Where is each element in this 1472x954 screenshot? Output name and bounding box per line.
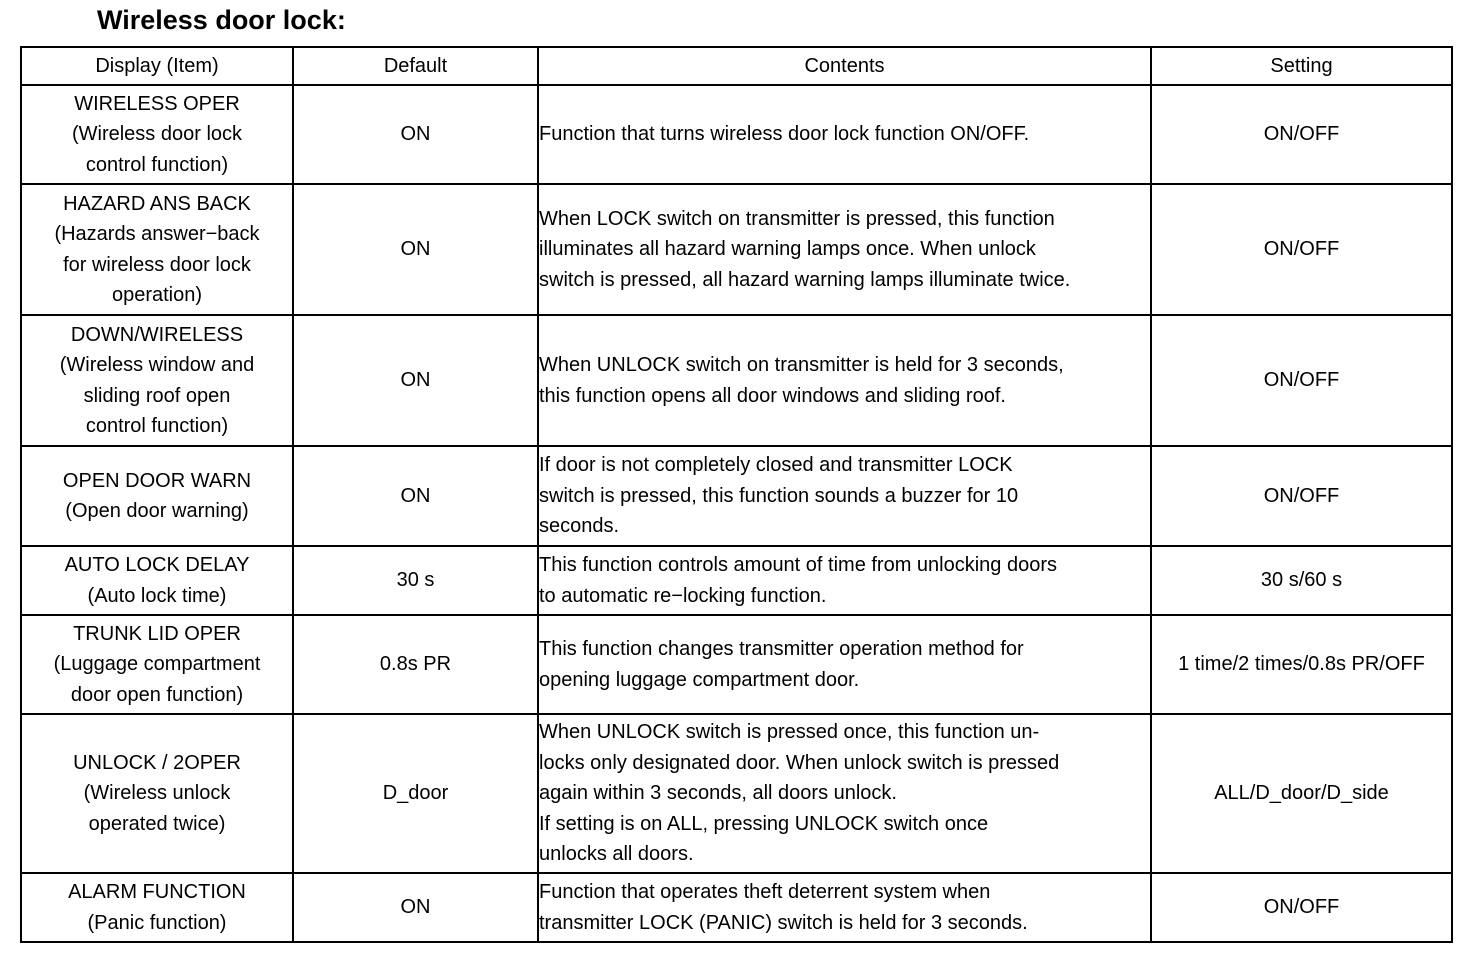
display-line: control function) — [85, 415, 229, 437]
contents-line: seconds. — [539, 515, 620, 538]
display-line: (Luggage compartment — [53, 653, 261, 676]
contents-cell — [538, 315, 1151, 446]
table-row — [21, 615, 1452, 714]
display-line: sliding roof open — [83, 384, 231, 407]
contents-line: this function opens all door windows and sliding roof. — [539, 384, 1006, 407]
display-cell — [21, 546, 293, 615]
default-cell: 30 s — [293, 546, 538, 615]
display-line: door open function) — [70, 683, 244, 706]
table-row — [21, 714, 1452, 873]
setting-cell: ON/OFF — [1151, 446, 1452, 546]
setting-cell: ON/OFF — [1151, 85, 1452, 184]
contents-cell — [538, 85, 1151, 184]
display-cell — [21, 714, 293, 873]
contents-cell — [538, 546, 1151, 615]
header-row — [21, 47, 1452, 85]
contents-line: locks only designated door. When unlock switch is pressed — [539, 751, 1060, 774]
contents-line: switch is pressed, this function sounds a buzzer for 10 — [539, 484, 1019, 507]
default-cell: ON — [293, 315, 538, 446]
header-setting: Setting — [1151, 47, 1452, 85]
setting-cell: 30 s/60 s — [1151, 546, 1452, 615]
default-cell: ON — [293, 85, 538, 184]
setting-cell: ON/OFF — [1151, 873, 1452, 942]
display-line: (Wireless window and — [59, 354, 255, 376]
display-line: OPEN DOOR WARN — [62, 469, 252, 492]
contents-cell — [538, 615, 1151, 714]
contents-line: illuminates all hazard warning lamps once. When unlock — [539, 238, 1036, 261]
contents-line: When UNLOCK switch on transmitter is held for 3 seconds, — [539, 354, 1064, 376]
default-cell: ON — [293, 873, 538, 942]
default-cell: ON — [293, 184, 538, 315]
contents-line: If door is not completely closed and transmitter LOCK — [539, 454, 1013, 477]
display-line: HAZARD ANS BACK — [63, 192, 251, 215]
settings-table — [20, 46, 1453, 943]
display-line: operated twice) — [88, 812, 226, 835]
display-line: (Wireless unlock — [83, 782, 231, 805]
display-cell — [21, 85, 293, 184]
contents-line: transmitter LOCK (PANIC) switch is held for 3 seconds. — [539, 911, 1028, 934]
contents-line: switch is pressed, all hazard warning lamps illuminate twice. — [539, 268, 1071, 291]
display-line: control function) — [85, 153, 229, 176]
display-cell — [21, 446, 293, 546]
display-line: ALARM FUNCTION — [68, 881, 246, 903]
contents-line: When LOCK switch on transmitter is pressed, this function — [539, 207, 1055, 230]
table-row — [21, 85, 1452, 184]
contents-line: This function controls amount of time from unlocking doors — [539, 554, 1058, 576]
setting-cell: 1 time/2 times/0.8s PR/OFF — [1151, 615, 1452, 714]
table-row — [21, 546, 1452, 615]
contents-line: to automatic re−locking function. — [539, 584, 827, 607]
contents-line: Function that turns wireless door lock function ON/OFF. — [539, 123, 1030, 146]
default-cell: ON — [293, 446, 538, 546]
setting-cell: ON/OFF — [1151, 315, 1452, 446]
table-row — [21, 446, 1452, 546]
display-cell — [21, 873, 293, 942]
setting-cell: ALL/D_door/D_side — [1151, 714, 1452, 873]
contents-line: opening luggage compartment door. — [539, 668, 860, 691]
display-line: WIRELESS OPER — [74, 92, 240, 115]
display-cell — [21, 615, 293, 714]
contents-cell — [538, 184, 1151, 315]
contents-line: When UNLOCK switch is pressed once, this function un- — [539, 721, 1040, 744]
default-cell: 0.8s PR — [293, 615, 538, 714]
display-cell — [21, 184, 293, 315]
contents-line: Function that operates theft deterrent system when — [539, 881, 991, 903]
display-line: (Panic function) — [87, 911, 227, 934]
display-line: (Hazards answer−back — [54, 223, 260, 245]
contents-line: If setting is on ALL, pressing UNLOCK switch once — [539, 812, 989, 835]
contents-cell — [538, 446, 1151, 546]
contents-line: unlocks all doors. — [539, 843, 694, 866]
page-title: Wireless door lock: — [97, 5, 346, 35]
default-cell: D_door — [293, 714, 538, 873]
contents-cell — [538, 873, 1151, 942]
display-line: UNLOCK / 2OPER — [73, 751, 241, 774]
contents-cell — [538, 714, 1151, 873]
table-row — [21, 873, 1452, 942]
contents-line: again within 3 seconds, all doors unlock. — [539, 782, 897, 805]
header-contents: Contents — [538, 47, 1151, 85]
setting-cell: ON/OFF — [1151, 184, 1452, 315]
display-line: (Open door warning) — [65, 500, 249, 522]
display-line: TRUNK LID OPER — [73, 622, 241, 645]
table-body — [21, 85, 1452, 942]
display-line: (Wireless door lock — [71, 123, 243, 146]
display-cell — [21, 315, 293, 446]
display-line: DOWN/WIRELESS — [70, 323, 244, 346]
table-row — [21, 315, 1452, 446]
table-row — [21, 184, 1452, 315]
contents-line: This function changes transmitter operation method for — [539, 638, 1024, 660]
display-line: operation) — [111, 284, 203, 306]
display-line: (Auto lock time) — [87, 584, 227, 607]
display-line: AUTO LOCK DELAY — [64, 554, 250, 576]
header-default: Default — [293, 47, 538, 85]
display-line: for wireless door lock — [63, 253, 251, 276]
header-display: Display (Item) — [21, 47, 293, 85]
